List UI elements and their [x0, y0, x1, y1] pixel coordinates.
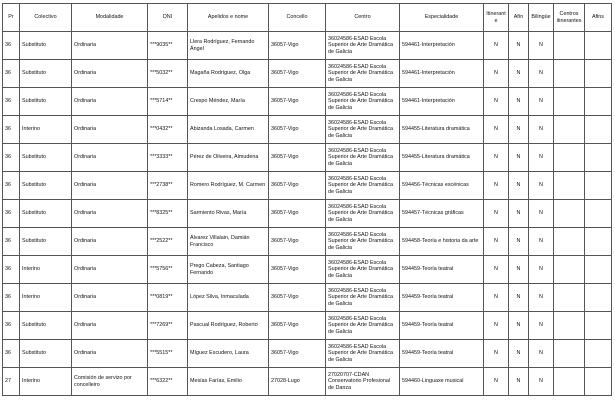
cell-centros-itinerantes [554, 200, 585, 228]
table-row [3, 144, 612, 172]
cell-apelidos-nome: Mesías Farías, Emilio [188, 368, 269, 396]
cell-afins [585, 312, 612, 340]
cell-colectivo: Interino [20, 284, 72, 312]
cell-afins [585, 284, 612, 312]
cell-modalidade: Ordinaria [72, 200, 148, 228]
cell-afin: N [509, 312, 529, 340]
cell-afin: N [509, 200, 529, 228]
cell-afin: N [509, 88, 529, 116]
cell-modalidade: Ordinaria [72, 144, 148, 172]
header-pr: Pr [3, 4, 20, 32]
cell-centro: 36024586-ESAD Escola Superior de Arte Dramática de Galicia [326, 32, 400, 60]
cell-pr: 36 [3, 228, 20, 256]
cell-dni: ***5714** [148, 88, 188, 116]
cell-afin: N [509, 228, 529, 256]
cell-centro: 36024586-ESAD Escola Superior de Arte Dramática de Galicia [326, 284, 400, 312]
cell-centro: 36024586-ESAD Escola Superior de Arte Dramática de Galicia [326, 312, 400, 340]
table-row [3, 228, 612, 256]
header-especialidade: Especialidade [400, 4, 484, 32]
table-row [3, 256, 612, 284]
cell-dni: ***2738** [148, 172, 188, 200]
cell-bilingue: N [529, 340, 554, 368]
cell-apelidos-nome: Álvarez Villalain, Damián Francisco [188, 228, 269, 256]
cell-modalidade: Comisión de servizo por concelleiro [72, 368, 148, 396]
cell-centro: 36024586-ESAD Escola Superior de Arte Dramática de Galicia [326, 340, 400, 368]
cell-colectivo: Substituto [20, 228, 72, 256]
cell-concello: 36057-Vigo [269, 256, 326, 284]
cell-dni: ***0819** [148, 284, 188, 312]
header-afins: Afins [585, 4, 612, 32]
cell-itinerante: N [484, 340, 509, 368]
cell-concello: 36057-Vigo [269, 284, 326, 312]
cell-centros-itinerantes [554, 284, 585, 312]
cell-centro: 36024586-ESAD Escola Superior de Arte Dramática de Galicia [326, 200, 400, 228]
cell-afins [585, 256, 612, 284]
cell-colectivo: Interino [20, 256, 72, 284]
table-row [3, 60, 612, 88]
cell-afin: N [509, 60, 529, 88]
cell-pr: 36 [3, 256, 20, 284]
cell-pr: 36 [3, 340, 20, 368]
cell-itinerante: N [484, 284, 509, 312]
cell-modalidade: Ordinaria [72, 312, 148, 340]
cell-afin: N [509, 144, 529, 172]
table-row [3, 200, 612, 228]
cell-concello: 27028-Lugo [269, 368, 326, 396]
cell-centros-itinerantes [554, 228, 585, 256]
cell-centros-itinerantes [554, 60, 585, 88]
cell-centro: 36024586-ESAD Escola Superior de Arte Dramática de Galicia [326, 88, 400, 116]
cell-afins [585, 172, 612, 200]
cell-modalidade: Ordinaria [72, 256, 148, 284]
cell-concello: 36057-Vigo [269, 32, 326, 60]
cell-bilingue: N [529, 172, 554, 200]
cell-dni: ***5032** [148, 60, 188, 88]
cell-afins [585, 116, 612, 144]
cell-dni: ***0432** [148, 116, 188, 144]
table-row [3, 116, 612, 144]
cell-afin: N [509, 284, 529, 312]
cell-concello: 36057-Vigo [269, 340, 326, 368]
cell-bilingue: N [529, 284, 554, 312]
cell-pr: 36 [3, 144, 20, 172]
cell-pr: 36 [3, 116, 20, 144]
cell-bilingue: N [529, 200, 554, 228]
cell-especialidade: 594461-Interpretación [400, 32, 484, 60]
cell-dni: ***9035** [148, 32, 188, 60]
header-dni: DNI [148, 4, 188, 32]
cell-colectivo: Substituto [20, 312, 72, 340]
cell-bilingue: N [529, 368, 554, 396]
cell-itinerante: N [484, 228, 509, 256]
cell-bilingue: N [529, 228, 554, 256]
header-concello: Concello [269, 4, 326, 32]
cell-afins [585, 32, 612, 60]
cell-concello: 36057-Vigo [269, 144, 326, 172]
table-row [3, 284, 612, 312]
cell-colectivo: Substituto [20, 200, 72, 228]
header-apelidos-nome: Apelidos e nome [188, 4, 269, 32]
cell-afins [585, 88, 612, 116]
cell-modalidade: Ordinaria [72, 88, 148, 116]
cell-colectivo: Interino [20, 368, 72, 396]
header-bilingue: Bilingüe [529, 4, 554, 32]
cell-bilingue: N [529, 116, 554, 144]
header-modalidade: Modalidade [72, 4, 148, 32]
cell-especialidade: 594459-Teoría teatral [400, 284, 484, 312]
cell-afin: N [509, 116, 529, 144]
cell-dni: ***2522** [148, 228, 188, 256]
cell-afins [585, 228, 612, 256]
cell-especialidade: 594460-Linguaxe musical [400, 368, 484, 396]
cell-especialidade: 594459-Teoría teatral [400, 312, 484, 340]
cell-centro: 36024586-ESAD Escola Superior de Arte Dramática de Galicia [326, 116, 400, 144]
cell-afins [585, 200, 612, 228]
table-header-row [3, 4, 612, 32]
cell-especialidade: 594459-Teoría teatral [400, 256, 484, 284]
table-row [3, 172, 612, 200]
assignments-table [2, 3, 612, 396]
cell-centro: 36024586-ESAD Escola Superior de Arte Dramática de Galicia [326, 256, 400, 284]
cell-especialidade: 594458-Teoría e historia da arte [400, 228, 484, 256]
cell-especialidade: 594461-Interpretación [400, 88, 484, 116]
header-afin: Afín [509, 4, 529, 32]
cell-bilingue: N [529, 32, 554, 60]
cell-especialidade: 594459-Teoría teatral [400, 340, 484, 368]
cell-itinerante: N [484, 32, 509, 60]
cell-concello: 36057-Vigo [269, 312, 326, 340]
cell-bilingue: N [529, 88, 554, 116]
cell-apelidos-nome: Míguez Escudero, Laura [188, 340, 269, 368]
cell-modalidade: Ordinaria [72, 340, 148, 368]
cell-afins [585, 340, 612, 368]
cell-apelidos-nome: Prego Cabeza, Santiago Fernando [188, 256, 269, 284]
cell-dni: ***8325** [148, 200, 188, 228]
cell-apelidos-nome: Crespo Méndez, María [188, 88, 269, 116]
cell-afins [585, 60, 612, 88]
table-row [3, 312, 612, 340]
cell-apelidos-nome: Pérez de Oliveira, Almudena [188, 144, 269, 172]
header-itinerante: Itinerante [484, 4, 509, 32]
cell-concello: 36057-Vigo [269, 172, 326, 200]
cell-especialidade: 594455-Literatura dramática [400, 144, 484, 172]
cell-apelidos-nome: Romero Rodríguez, M. Carmen [188, 172, 269, 200]
cell-centros-itinerantes [554, 312, 585, 340]
cell-pr: 36 [3, 88, 20, 116]
cell-concello: 36057-Vigo [269, 116, 326, 144]
cell-bilingue: N [529, 144, 554, 172]
cell-especialidade: 594461-Interpretación [400, 60, 484, 88]
table-row [3, 368, 612, 396]
cell-bilingue: N [529, 60, 554, 88]
cell-especialidade: 594457-Técnicas gráficas [400, 200, 484, 228]
cell-afin: N [509, 172, 529, 200]
cell-colectivo: Interino [20, 116, 72, 144]
cell-dni: ***5515** [148, 340, 188, 368]
cell-pr: 36 [3, 172, 20, 200]
table-row [3, 32, 612, 60]
cell-centros-itinerantes [554, 340, 585, 368]
cell-afins [585, 368, 612, 396]
table-body [3, 32, 612, 396]
cell-centros-itinerantes [554, 88, 585, 116]
cell-afin: N [509, 32, 529, 60]
cell-bilingue: N [529, 256, 554, 284]
cell-modalidade: Ordinaria [72, 60, 148, 88]
cell-pr: 36 [3, 312, 20, 340]
cell-colectivo: Substituto [20, 172, 72, 200]
document-page [2, 3, 611, 396]
cell-centros-itinerantes [554, 368, 585, 396]
cell-colectivo: Substituto [20, 88, 72, 116]
cell-apelidos-nome: Llera Rodríguez, Fernando Ángel [188, 32, 269, 60]
cell-dni: ***6322** [148, 368, 188, 396]
cell-afin: N [509, 256, 529, 284]
cell-centro: 36024586-ESAD Escola Superior de Arte Dramática de Galicia [326, 144, 400, 172]
cell-afin: N [509, 368, 529, 396]
cell-apelidos-nome: Magaña Rodríguez, Olga [188, 60, 269, 88]
cell-afins [585, 144, 612, 172]
cell-especialidade: 594456-Técnicas escénicas [400, 172, 484, 200]
cell-apelidos-nome: Pascual Rodríguez, Roberto [188, 312, 269, 340]
cell-centro: 36024586-ESAD Escola Superior de Arte Dramática de Galicia [326, 60, 400, 88]
cell-itinerante: N [484, 172, 509, 200]
cell-dni: ***7269** [148, 312, 188, 340]
cell-apelidos-nome: López Silva, Inmaculada [188, 284, 269, 312]
cell-itinerante: N [484, 144, 509, 172]
cell-centros-itinerantes [554, 172, 585, 200]
cell-centros-itinerantes [554, 144, 585, 172]
cell-concello: 36057-Vigo [269, 200, 326, 228]
cell-concello: 36057-Vigo [269, 228, 326, 256]
cell-itinerante: N [484, 88, 509, 116]
cell-colectivo: Substituto [20, 340, 72, 368]
cell-bilingue: N [529, 312, 554, 340]
cell-modalidade: Ordinaria [72, 284, 148, 312]
cell-modalidade: Ordinaria [72, 228, 148, 256]
cell-itinerante: N [484, 312, 509, 340]
cell-centros-itinerantes [554, 256, 585, 284]
cell-apelidos-nome: Abizanda Losada, Carmen [188, 116, 269, 144]
cell-colectivo: Substituto [20, 60, 72, 88]
cell-afin: N [509, 340, 529, 368]
header-centro: Centro [326, 4, 400, 32]
cell-centros-itinerantes [554, 32, 585, 60]
cell-modalidade: Ordinaria [72, 32, 148, 60]
header-centros-itinerantes: Centros itinerantes [554, 4, 585, 32]
cell-modalidade: Ordinaria [72, 172, 148, 200]
cell-pr: 36 [3, 32, 20, 60]
cell-apelidos-nome: Sarmiento Rivas, María [188, 200, 269, 228]
cell-centro: 36024586-ESAD Escola Superior de Arte Dramática de Galicia [326, 172, 400, 200]
cell-pr: 27 [3, 368, 20, 396]
table-row [3, 88, 612, 116]
cell-dni: ***5756** [148, 256, 188, 284]
cell-itinerante: N [484, 200, 509, 228]
cell-concello: 36057-Vigo [269, 60, 326, 88]
cell-colectivo: Substituto [20, 32, 72, 60]
cell-itinerante: N [484, 256, 509, 284]
header-colectivo: Colectivo [20, 4, 72, 32]
cell-itinerante: N [484, 60, 509, 88]
cell-itinerante: N [484, 116, 509, 144]
cell-colectivo: Substituto [20, 144, 72, 172]
table-row [3, 340, 612, 368]
cell-concello: 36057-Vigo [269, 88, 326, 116]
cell-modalidade: Ordinaria [72, 116, 148, 144]
cell-pr: 36 [3, 60, 20, 88]
cell-pr: 36 [3, 200, 20, 228]
cell-centros-itinerantes [554, 116, 585, 144]
cell-centro: 27020707-CDAN Conservatorio Profesional de Danza [326, 368, 400, 396]
cell-centro: 36024586-ESAD Escola Superior de Arte Dramática de Galicia [326, 228, 400, 256]
cell-pr: 36 [3, 284, 20, 312]
cell-itinerante: N [484, 368, 509, 396]
cell-especialidade: 594455-Literatura dramática [400, 116, 484, 144]
cell-dni: ***3333** [148, 144, 188, 172]
